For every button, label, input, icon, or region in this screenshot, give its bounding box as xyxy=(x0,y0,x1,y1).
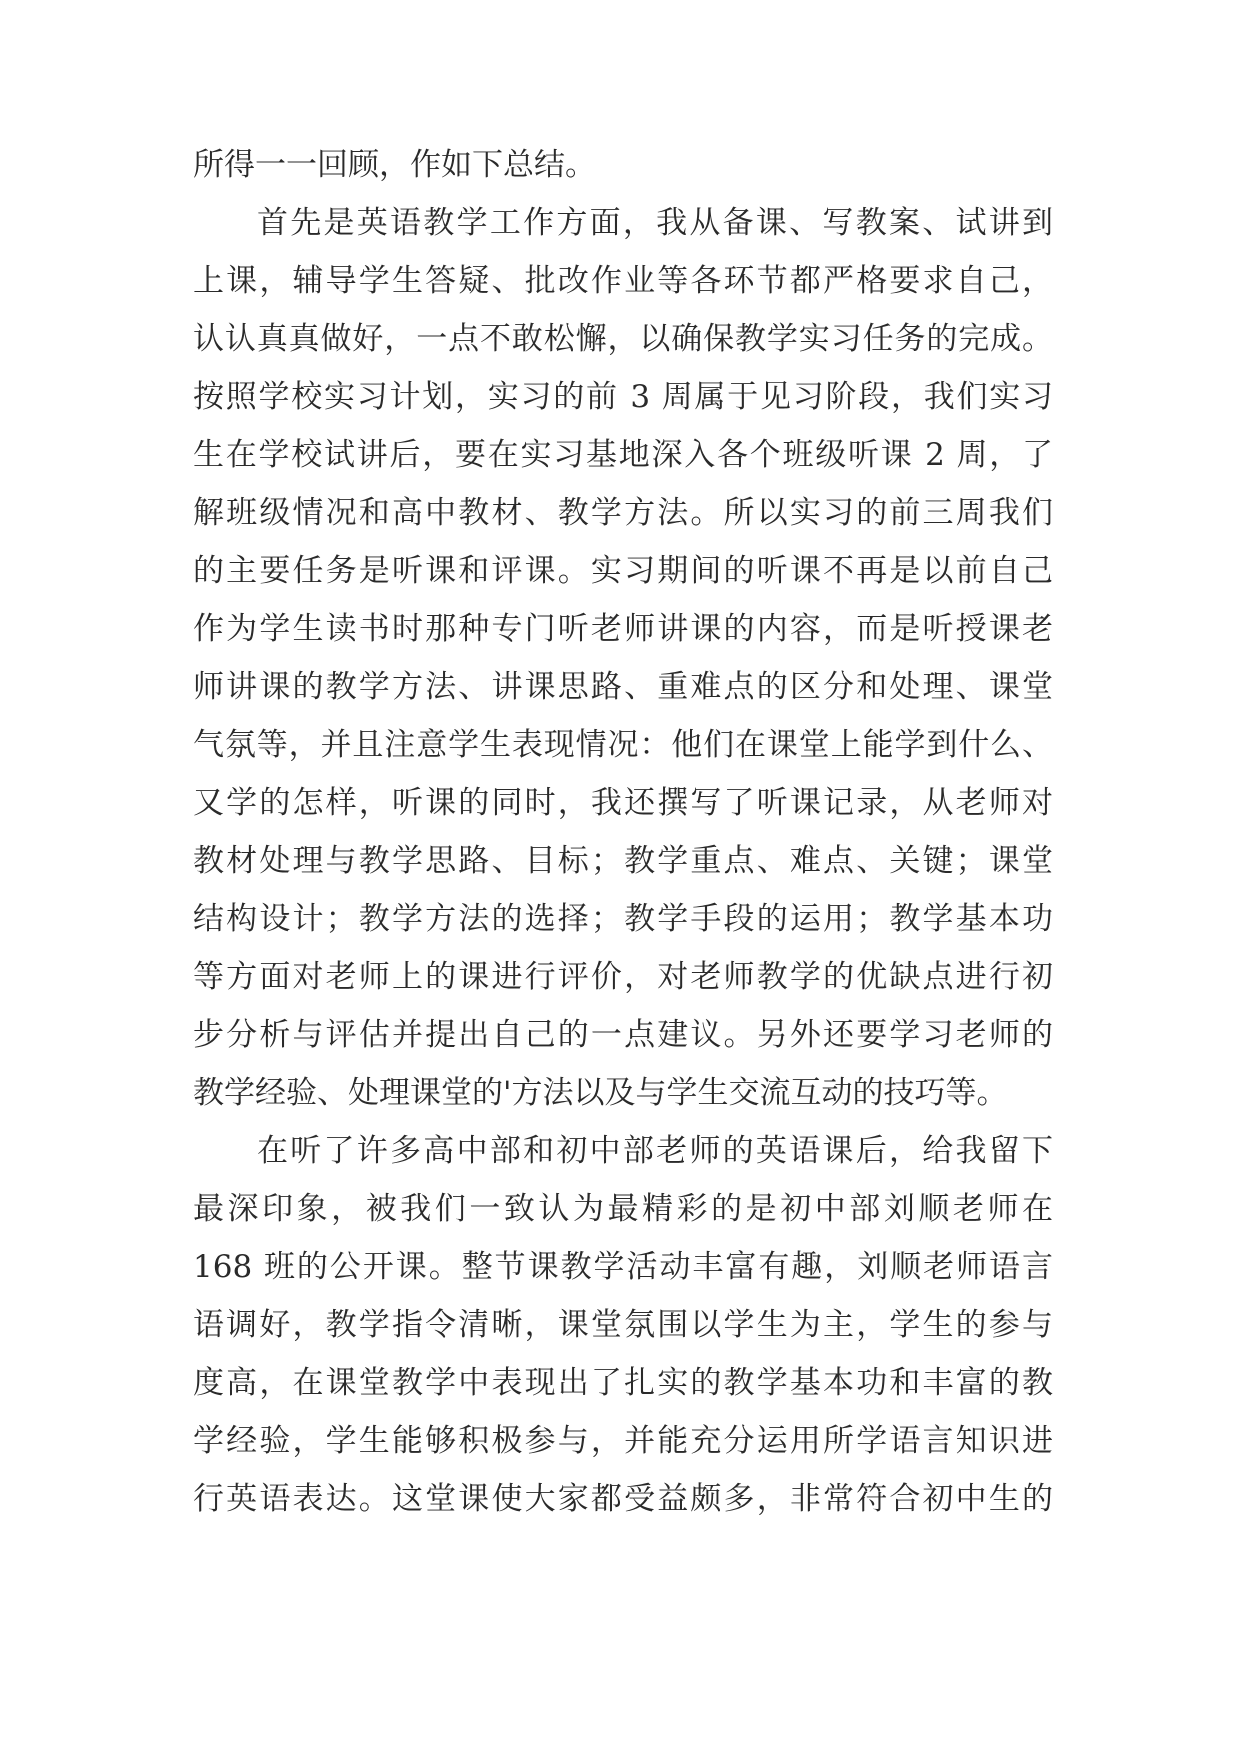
text-line: 解班级情况和高中教材、教学方法。所以实习的前三周我们 xyxy=(193,495,1053,531)
text-line: 步分析与评估并提出自己的一点建议。另外还要学习老师的 xyxy=(193,1017,1053,1053)
text-line: 气氛等，并且注意学生表现情况：他们在课堂上能学到什么、 xyxy=(193,727,1053,763)
text-line: 又学的怎样，听课的同时，我还撰写了听课记录，从老师对 xyxy=(193,785,1053,821)
text-line: 认认真真做好，一点不敢松懈，以确保教学实习任务的完成。 xyxy=(193,321,1053,357)
text-line: 教学经验、处理课堂的'方法以及与学生交流互动的技巧等。 xyxy=(193,1075,1008,1111)
text-line: 所得一一回顾，作如下总结。 xyxy=(193,147,596,183)
text-line: 的主要任务是听课和评课。实习期间的听课不再是以前自己 xyxy=(193,553,1053,589)
text-line: 结构设计；教学方法的选择；教学手段的运用；教学基本功 xyxy=(193,901,1053,937)
paragraph-first-line: 首先是英语教学工作方面，我从备课、写教案、试讲到 xyxy=(257,205,1053,241)
text-line: 等方面对老师上的课进行评价，对老师教学的优缺点进行初 xyxy=(193,959,1053,995)
text-line: 168 班的公开课。整节课教学活动丰富有趣，刘顺老师语言 xyxy=(193,1249,1053,1285)
text-line: 行英语表达。这堂课使大家都受益颇多，非常符合初中生的 xyxy=(193,1481,1053,1517)
text-line: 学经验，学生能够积极参与，并能充分运用所学语言知识进 xyxy=(193,1423,1053,1459)
text-line: 最深印象，被我们一致认为最精彩的是初中部刘顺老师在 xyxy=(193,1191,1053,1227)
paragraph-first-line: 在听了许多高中部和初中部老师的英语课后，给我留下 xyxy=(257,1133,1053,1169)
text-line: 作为学生读书时那种专门听老师讲课的内容，而是听授课老 xyxy=(193,611,1053,647)
text-line: 教材处理与教学思路、目标；教学重点、难点、关键；课堂 xyxy=(193,843,1053,879)
text-line: 生在学校试讲后，要在实习基地深入各个班级听课 2 周，了 xyxy=(193,437,1053,473)
text-line: 师讲课的教学方法、讲课思路、重难点的区分和处理、课堂 xyxy=(193,669,1053,705)
text-line: 语调好，教学指令清晰，课堂氛围以学生为主，学生的参与 xyxy=(193,1307,1053,1343)
text-line: 按照学校实习计划，实习的前 3 周属于见习阶段，我们实习 xyxy=(193,379,1053,415)
text-line: 度高，在课堂教学中表现出了扎实的教学基本功和丰富的教 xyxy=(193,1365,1053,1401)
text-line: 上课，辅导学生答疑、批改作业等各环节都严格要求自己， xyxy=(193,263,1053,299)
